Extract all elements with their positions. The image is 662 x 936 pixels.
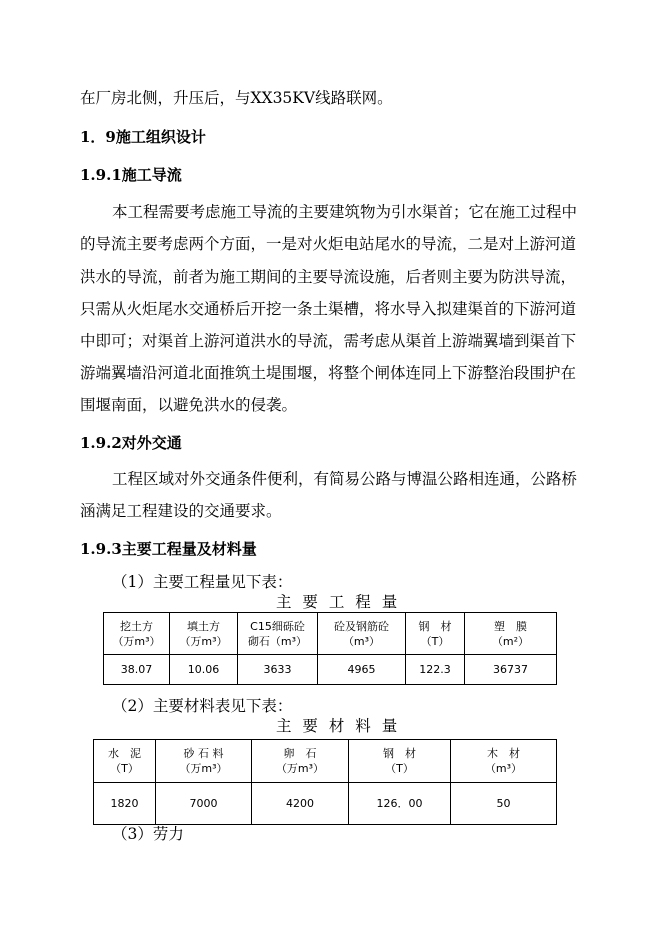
table-cell: 1820 [94, 783, 156, 825]
table-cell: 36737 [465, 655, 557, 685]
paragraph-line: 洪水的导流，前者为施工期间的主要导流设施，后者则主要为防洪导流， [80, 268, 577, 286]
section-heading [80, 126, 206, 147]
table-header-cell: 水 泥 （T） [94, 740, 156, 783]
table-cell: 7000 [156, 783, 252, 825]
table-header-cell: 塑 膜 （m²） [465, 613, 557, 655]
list-item-1: （1）主要工程量见下表： [112, 573, 293, 591]
table-cell: 126．00 [349, 783, 451, 825]
list-item-3: （3）劳力 [112, 825, 184, 843]
table-header-cell: 卵 石 （万m³） [252, 740, 349, 783]
table-header-cell: 钢 材 （T） [349, 740, 451, 783]
section-heading-text: 1．9施工组织设计 [80, 128, 206, 146]
subsection-heading-1: 1.9.1施工导流 [80, 166, 182, 184]
table-cell: 10.06 [170, 655, 238, 685]
subsection-heading-3: 1.9.3主要工程量及材料量 [80, 540, 257, 558]
paragraph-line: 围堰南面，以避免洪水的侵袭。 [80, 396, 298, 414]
table-cell: 4200 [252, 783, 349, 825]
table-header-cell: 木 材 （m³） [451, 740, 557, 783]
table-cell: 4965 [318, 655, 406, 685]
table-cell: 38.07 [104, 655, 170, 685]
body-line-top: 在厂房北侧，升压后，与XX35KV线路联网。 [80, 89, 393, 107]
table2-title: 主 要 材 料 量 [276, 717, 401, 735]
paragraph-line: 的导流主要考虑两个方面，一是对火炬电站尾水的导流，二是对上游河道 [80, 235, 577, 253]
table-cell: 3633 [238, 655, 318, 685]
paragraph-line: 只需从火炬尾水交通桥后开挖一条土渠槽，将水导入拟建渠首的下游河道 [80, 300, 577, 318]
quantities-table [103, 612, 557, 685]
paragraph-line: 本工程需要考虑施工导流的主要建筑物为引水渠首；它在施工过程中 [112, 203, 578, 221]
paragraph-line: 中即可；对渠首上游河道洪水的导流，需考虑从渠首上游端翼墙到渠首下 [80, 332, 577, 350]
table-cell: 50 [451, 783, 557, 825]
table-header-cell: 挖土方 （万m³） [104, 613, 170, 655]
table-header-cell: 填土方 （万m³） [170, 613, 238, 655]
table-cell: 122.3 [406, 655, 465, 685]
paragraph-line: 工程区域对外交通条件便利，有简易公路与博温公路相连通，公路桥 [112, 470, 578, 488]
paragraph-line: 涵满足工程建设的交通要求。 [80, 502, 282, 520]
table1-title: 主 要 工 程 量 [276, 593, 401, 611]
paragraph-line: 游端翼墙沿河道北面推筑土堤围堰，将整个闸体连同上下游整治段围护在 [80, 364, 577, 382]
table-header-cell: C15细砾砼 砌石（m³） [238, 613, 318, 655]
table-header-cell: 砂 石 料 （万m³） [156, 740, 252, 783]
table-header-cell: 砼及钢筋砼 （m³） [318, 613, 406, 655]
list-item-2: （2）主要材料表见下表： [112, 697, 293, 715]
subsection-heading-2: 1.9.2对外交通 [80, 434, 182, 452]
table-header-cell: 钢 材 （T） [406, 613, 465, 655]
materials-table [93, 739, 557, 825]
